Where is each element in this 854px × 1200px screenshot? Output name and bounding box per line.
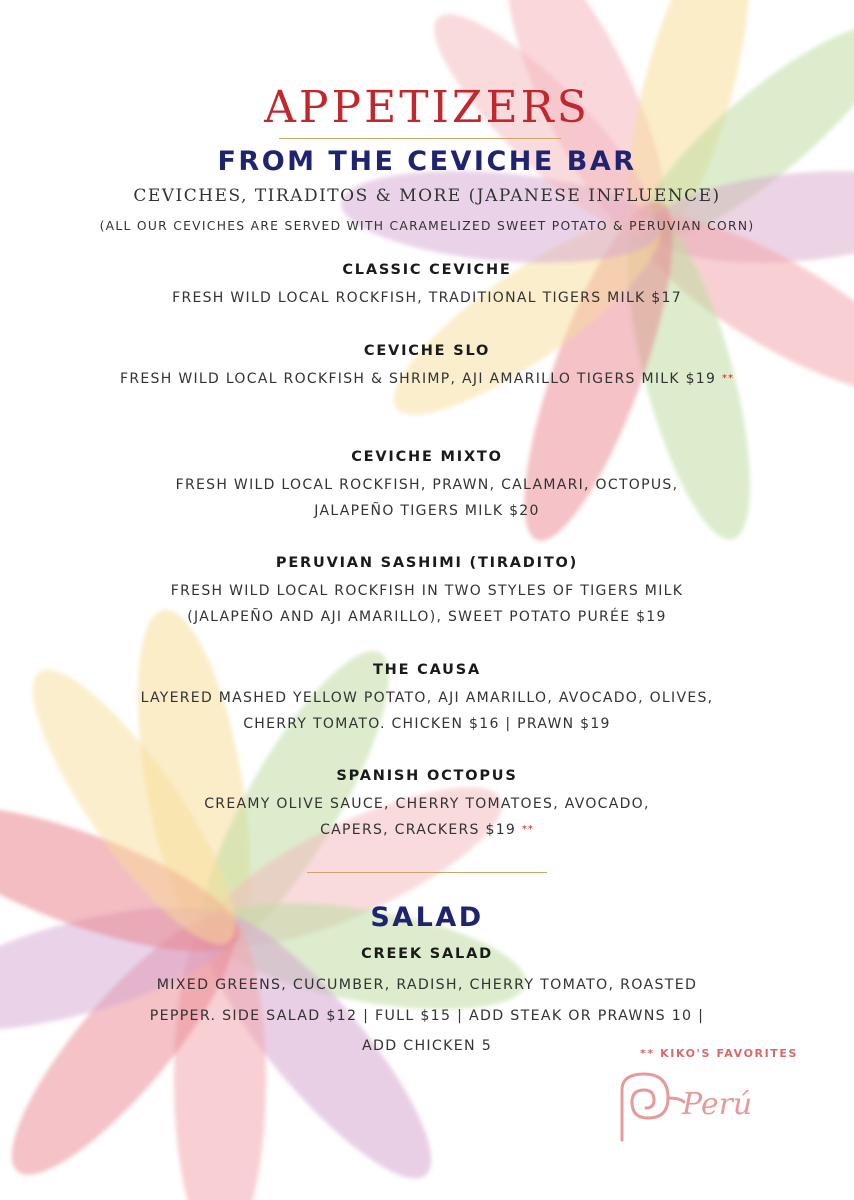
- page-title: APPETIZERS: [264, 82, 590, 133]
- logo-text: Perú: [682, 1087, 753, 1122]
- menu-item-the-causa: [140, 662, 714, 737]
- menu-item-classic-ceviche: [100, 262, 754, 311]
- ceviche-bar-note: (ALL OUR CEVICHES ARE SERVED WITH CARAMELIZED SWEET POTATO & PERUVIAN CORN): [99, 219, 755, 233]
- item-desc: MIXED GREENS, CUCUMBER, RADISH, CHERRY TOMATO, ROASTED PEPPER. SIDE SALAD $12 | FULL $15 | ADD STEAK OR PRAWNS 10 | ADD CHICKEN 5: [149, 977, 705, 1054]
- item-name: CEVICHE MIXTO: [351, 449, 503, 465]
- favorite-mark: **: [721, 373, 734, 384]
- ceviche-bar-heading: FROM THE CEVICHE BAR: [217, 146, 637, 177]
- menu-item-spanish-octopus: [170, 768, 684, 843]
- item-desc: FRESH WILD LOCAL ROCKFISH & SHRIMP, AJI AMARILLO TIGERS MILK $19 **: [120, 371, 734, 387]
- item-name: THE CAUSA: [372, 662, 482, 678]
- item-desc: FRESH WILD LOCAL ROCKFISH, TRADITIONAL TIGERS MILK $17: [172, 290, 682, 306]
- item-name: CEVICHE SLO: [363, 343, 491, 359]
- item-name: SPANISH OCTOPUS: [336, 768, 518, 784]
- favorite-mark: **: [521, 824, 534, 835]
- salad-heading: SALAD: [370, 902, 484, 933]
- item-desc: FRESH WILD LOCAL ROCKFISH, PRAWN, CALAMARI, OCTOPUS, JALAPEÑO TIGERS MILK $20: [175, 477, 679, 519]
- title-divider: [279, 138, 561, 139]
- item-desc: FRESH WILD LOCAL ROCKFISH IN TWO STYLES OF TIGERS MILK (JALAPEÑO AND AJI AMARILLO), SWEET POTATO PURÉE $19: [170, 583, 684, 625]
- menu-item-peruvian-sashimi: [140, 555, 714, 630]
- item-name: PERUVIAN SASHIMI (TIRADITO): [275, 555, 579, 571]
- item-name: CREEK SALAD: [361, 946, 493, 962]
- menu-item-ceviche-mixto: [140, 449, 714, 524]
- menu-item-ceviche-slo: [120, 343, 734, 392]
- item-desc: CREAMY OLIVE SAUCE, CHERRY TOMATOES, AVOCADO, CAPERS, CRACKERS $19 **: [204, 796, 650, 838]
- ceviche-bar-subtitle: CEVICHES, TIRADITOS & MORE (JAPANESE INFLUENCE): [133, 186, 721, 206]
- favorites-legend: ** KIKO'S FAVORITES: [640, 1047, 799, 1060]
- item-desc: LAYERED MASHED YELLOW POTATO, AJI AMARILLO, AVOCADO, OLIVES, CHERRY TOMATO. CHICKEN $16 | PRAWN $19: [140, 690, 714, 732]
- item-name: CLASSIC CEVICHE: [342, 262, 512, 278]
- peru-logo: [612, 1068, 782, 1150]
- section-divider: [307, 872, 547, 873]
- menu-item-creek-salad: [130, 946, 724, 1062]
